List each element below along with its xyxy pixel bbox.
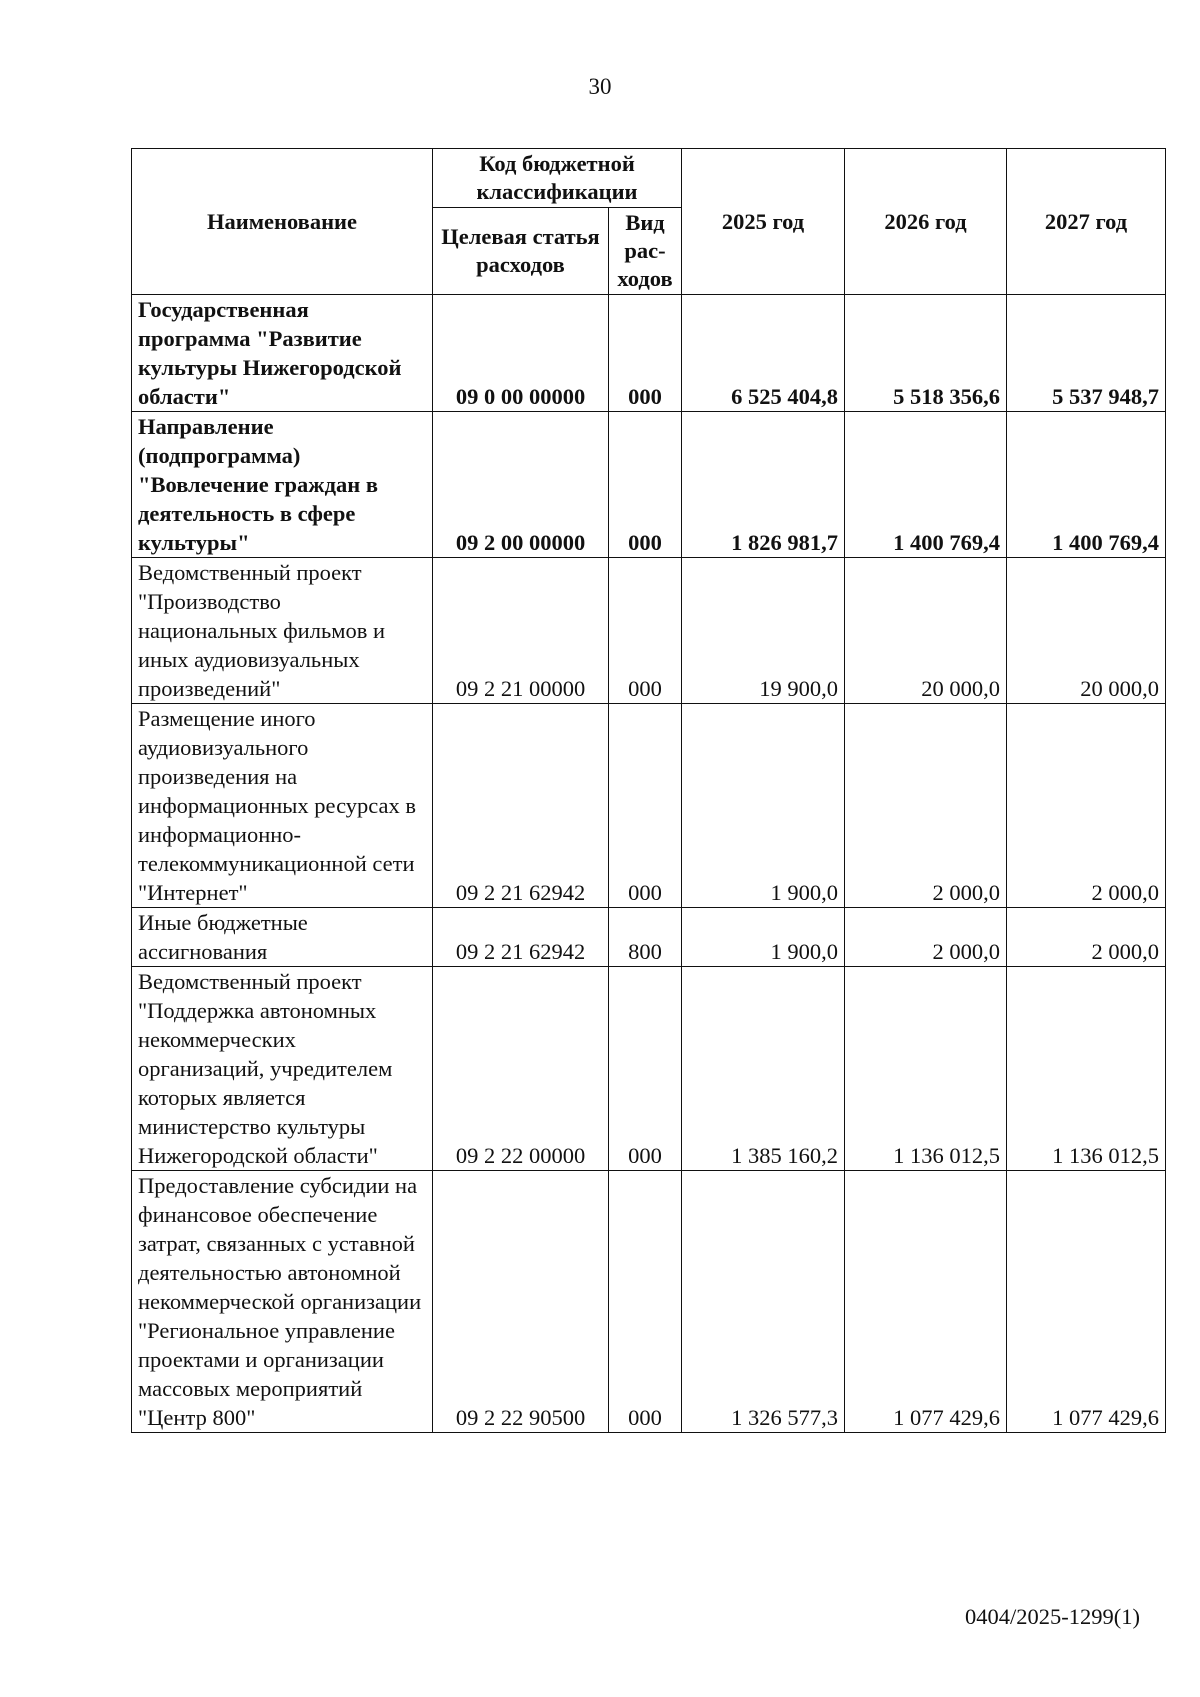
row-name: Государственная программа "Развитие культуры Нижегородской области" [132, 295, 433, 412]
table-row [132, 908, 1166, 967]
row-kind: 000 [609, 967, 682, 1171]
row-kind: 000 [609, 558, 682, 704]
row-kind: 000 [609, 1171, 682, 1433]
row-2026: 20 000,0 [845, 558, 1007, 704]
row-2027: 1 400 769,4 [1007, 412, 1166, 558]
row-code: 09 2 21 00000 [433, 558, 609, 704]
row-code: 09 0 00 00000 [433, 295, 609, 412]
table-row [132, 558, 1166, 704]
row-name: Ведомственный проект "Производство национальных фильмов и иных аудиовизуальных произведений" [132, 558, 433, 704]
table-row [132, 967, 1166, 1171]
row-code: 09 2 22 00000 [433, 967, 609, 1171]
row-2027: 20 000,0 [1007, 558, 1166, 704]
header-target-article: Целевая статья расходов [433, 208, 609, 295]
row-name: Размещение иного аудиовизуального произведения на информационных ресурсах в информационно-телекоммуникационной сети "Интернет" [132, 704, 433, 908]
row-2027: 2 000,0 [1007, 704, 1166, 908]
row-name: Предоставление субсидии на финансовое обеспечение затрат, связанных с уставной деятельностью автономной некоммерческой организации "Региональное управление проектами и организации массовых мероприятий "Центр 800" [132, 1171, 433, 1433]
table-row [132, 1171, 1166, 1433]
row-kind: 000 [609, 412, 682, 558]
row-kind: 800 [609, 908, 682, 967]
row-kind: 000 [609, 295, 682, 412]
header-expense-kind: Вид рас-ходов [609, 208, 682, 295]
table-row [132, 295, 1166, 412]
row-2025: 19 900,0 [682, 558, 845, 704]
table-row [132, 704, 1166, 908]
row-kind: 000 [609, 704, 682, 908]
page-number: 30 [588, 74, 612, 99]
row-2026: 2 000,0 [845, 908, 1007, 967]
row-2025: 1 826 981,7 [682, 412, 845, 558]
document-code: 0404/2025-1299(1) [965, 1604, 1140, 1629]
row-name: Иные бюджетные ассигнования [132, 908, 433, 967]
row-2026: 1 077 429,6 [845, 1171, 1007, 1433]
table-row [132, 412, 1166, 558]
header-2027: 2027 год [1007, 149, 1166, 295]
row-name: Направление (подпрограмма) "Вовлечение граждан в деятельность в сфере культуры" [132, 412, 433, 558]
row-2026: 1 400 769,4 [845, 412, 1007, 558]
row-2027: 1 136 012,5 [1007, 967, 1166, 1171]
row-name: Ведомственный проект "Поддержка автономных некоммерческих организаций, учредителем которых является министерство культуры Нижегородской области" [132, 967, 433, 1171]
header-name: Наименование [132, 149, 433, 295]
budget-table [131, 148, 1166, 1433]
row-2027: 1 077 429,6 [1007, 1171, 1166, 1433]
row-code: 09 2 21 62942 [433, 704, 609, 908]
row-2025: 6 525 404,8 [682, 295, 845, 412]
row-2025: 1 900,0 [682, 908, 845, 967]
row-code: 09 2 21 62942 [433, 908, 609, 967]
row-2025: 1 385 160,2 [682, 967, 845, 1171]
row-2026: 5 518 356,6 [845, 295, 1007, 412]
row-code: 09 2 22 90500 [433, 1171, 609, 1433]
row-2027: 2 000,0 [1007, 908, 1166, 967]
row-2025: 1 326 577,3 [682, 1171, 845, 1433]
row-2027: 5 537 948,7 [1007, 295, 1166, 412]
header-2026: 2026 год [845, 149, 1007, 295]
row-2025: 1 900,0 [682, 704, 845, 908]
row-2026: 2 000,0 [845, 704, 1007, 908]
row-2026: 1 136 012,5 [845, 967, 1007, 1171]
header-code-group: Код бюджетной классификации [433, 149, 682, 208]
row-code: 09 2 00 00000 [433, 412, 609, 558]
header-row-top [132, 149, 1166, 208]
header-2025: 2025 год [682, 149, 845, 295]
